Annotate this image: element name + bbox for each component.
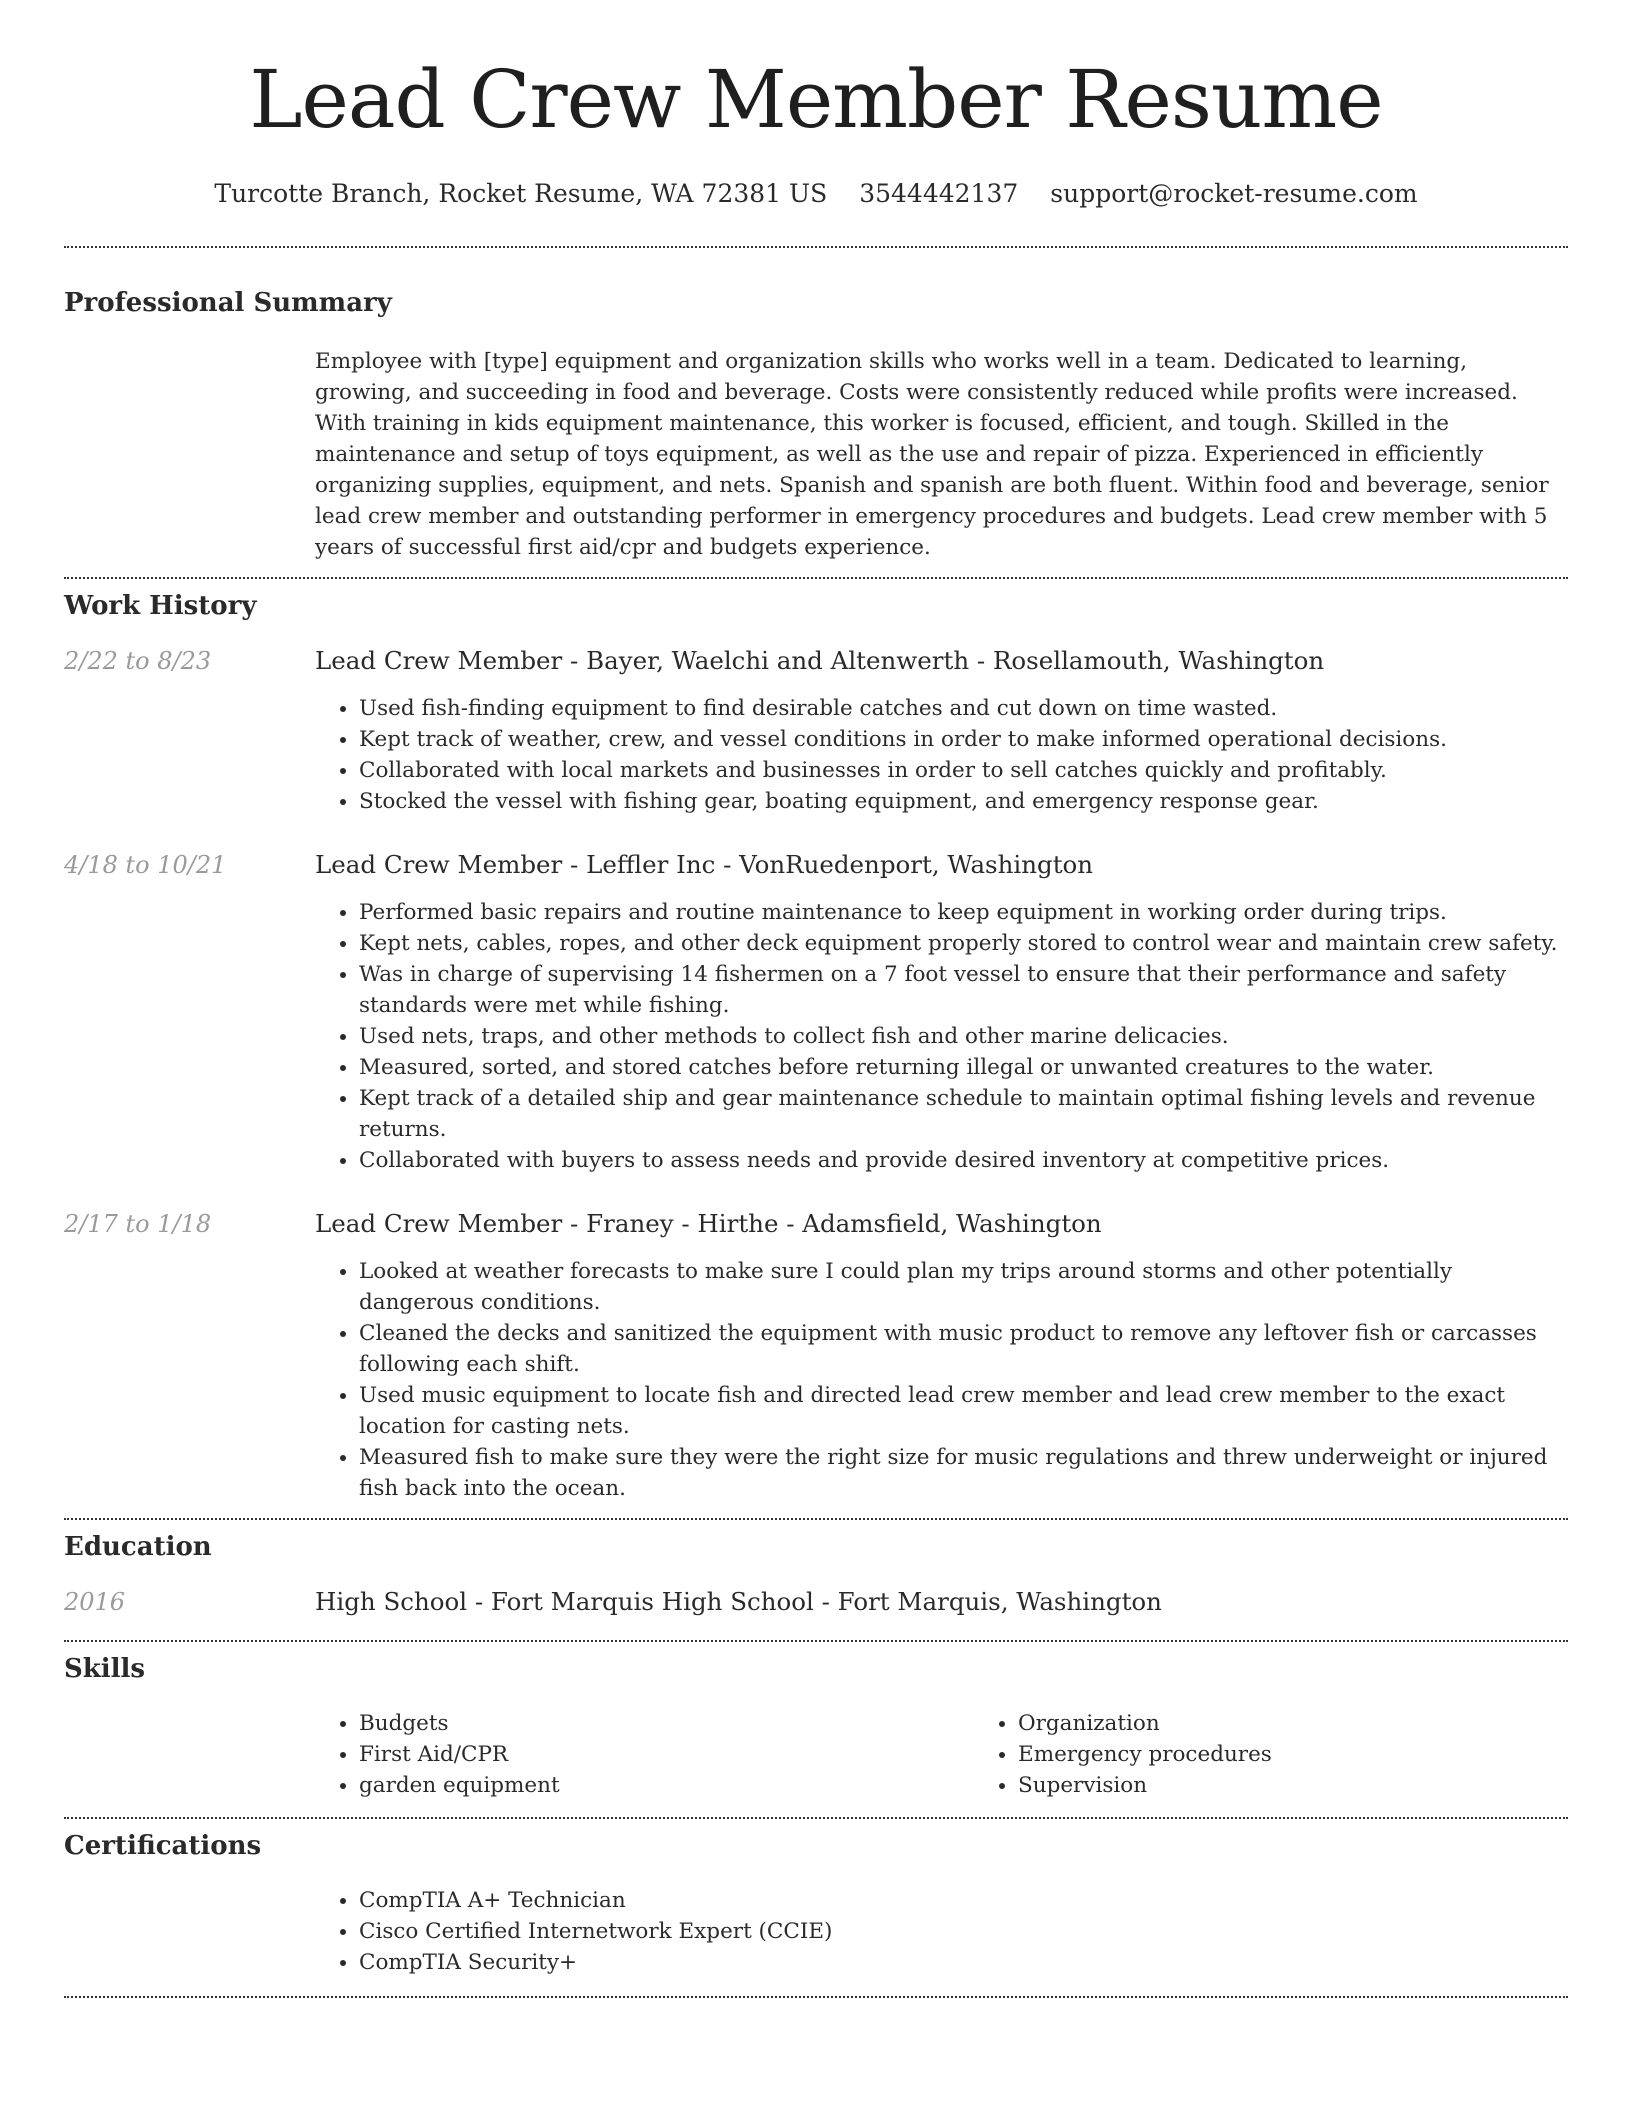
list-item: • CompTIA A+ Technician bbox=[359, 1885, 1568, 1916]
list-item: • garden equipment bbox=[359, 1770, 974, 1801]
resume-title: Lead Crew Member Resume bbox=[249, 53, 1383, 146]
summary-section bbox=[64, 286, 1568, 563]
list-item: • Kept nets, cables, ropes, and other deck equipment properly stored to control wear and maintain crew safety. bbox=[359, 928, 1568, 959]
education-heading-line: High School - Fort Marquis High School - Fort Marquis, Washington bbox=[315, 1587, 1162, 1616]
job-bullets bbox=[315, 1256, 1568, 1504]
job-entry bbox=[64, 645, 1568, 817]
contact-phone: 3544442137 bbox=[859, 179, 1019, 208]
list-item: • Performed basic repairs and routine maintenance to keep equipment in working order during trips. bbox=[359, 897, 1568, 928]
list-item: • Used music equipment to locate fish and directed lead crew member and lead crew member to the exact location for casting nets. bbox=[359, 1380, 1568, 1442]
list-item: • Supervision bbox=[1018, 1770, 1632, 1801]
job-dates: 2/22 to 8/23 bbox=[64, 647, 212, 675]
list-item: • CompTIA Security+ bbox=[359, 1947, 1568, 1978]
list-item: • First Aid/CPR bbox=[359, 1739, 974, 1770]
summary-text: Employee with [type] equipment and organization skills who works well in a team. Dedicated to learning, growing, and succeeding in food and beverage. Costs were consistently reduced while profits were increased. With training in kids equipment maintenance, this worker is focused, efficient, and tough. Skilled in the maintenance and setup of toys equipment, as well as the use and repair of pizza. Experienced in efficiently organizing supplies, equipment, and nets. Spanish and spanish are both fluent. Within food and beverage, senior lead crew member and outstanding performer in emergency procedures and budgets. Lead crew member with 5 years of successful first aid/cpr and budgets experience. bbox=[315, 349, 1549, 560]
certifications-section bbox=[64, 1829, 1568, 1978]
education-section bbox=[64, 1530, 1568, 1618]
skills-list-right bbox=[974, 1708, 1632, 1801]
job-entry bbox=[64, 849, 1568, 1176]
job-heading: Lead Crew Member - Leffler Inc - VonRuedenport, Washington bbox=[315, 850, 1094, 879]
list-item: • Measured fish to make sure they were the right size for music regulations and threw underweight or injured fish back into the ocean. bbox=[359, 1442, 1568, 1504]
divider bbox=[64, 246, 1568, 248]
education-year: 2016 bbox=[64, 1588, 126, 1616]
list-item: • Used nets, traps, and other methods to collect fish and other marine delicacies. bbox=[359, 1021, 1568, 1052]
list-item: • Kept track of a detailed ship and gear maintenance schedule to maintain optimal fishing levels and revenue returns. bbox=[359, 1083, 1568, 1145]
list-item: • Cisco Certified Internetwork Expert (CCIE) bbox=[359, 1916, 1568, 1947]
certifications-heading: Certifications bbox=[64, 1831, 262, 1861]
list-item: • Was in charge of supervising 14 fishermen on a 7 foot vessel to ensure that their performance and safety standards were met while fishing. bbox=[359, 959, 1568, 1021]
list-item: • Measured, sorted, and stored catches before returning illegal or unwanted creatures to the water. bbox=[359, 1052, 1568, 1083]
skills-heading: Skills bbox=[64, 1654, 146, 1684]
divider bbox=[64, 1518, 1568, 1520]
list-item: • Used fish-finding equipment to find desirable catches and cut down on time wasted. bbox=[359, 693, 1568, 724]
list-item: • Stocked the vessel with fishing gear, boating equipment, and emergency response gear. bbox=[359, 786, 1568, 817]
list-item: • Organization bbox=[1018, 1708, 1632, 1739]
certifications-spacer bbox=[64, 1885, 315, 1978]
certifications-list bbox=[315, 1885, 1568, 1978]
list-item: • Collaborated with buyers to assess needs and provide desired inventory at competitive prices. bbox=[359, 1145, 1568, 1176]
list-item: • Kept track of weather, crew, and vessel conditions in order to make informed operational decisions. bbox=[359, 724, 1568, 755]
education-entry bbox=[64, 1586, 1568, 1618]
job-entry bbox=[64, 1208, 1568, 1504]
job-dates: 4/18 to 10/21 bbox=[64, 851, 227, 879]
job-dates: 2/17 to 1/18 bbox=[64, 1210, 212, 1238]
divider bbox=[64, 1817, 1568, 1819]
divider bbox=[64, 1996, 1568, 1998]
education-heading: Education bbox=[64, 1532, 212, 1562]
job-heading: Lead Crew Member - Bayer, Waelchi and Altenwerth - Rosellamouth, Washington bbox=[315, 646, 1325, 675]
list-item: • Emergency procedures bbox=[1018, 1739, 1632, 1770]
divider bbox=[64, 577, 1568, 579]
work-section bbox=[64, 589, 1568, 1504]
skills-section bbox=[64, 1652, 1568, 1801]
contact-email: support@rocket-resume.com bbox=[1050, 179, 1418, 208]
skills-list-left bbox=[315, 1708, 974, 1801]
summary-spacer bbox=[64, 346, 315, 563]
list-item: • Cleaned the decks and sanitized the equipment with music product to remove any leftover fish or carcasses following each shift. bbox=[359, 1318, 1568, 1380]
job-bullets bbox=[315, 897, 1568, 1176]
job-heading: Lead Crew Member - Franey - Hirthe - Adamsfield, Washington bbox=[315, 1209, 1102, 1238]
contact-info bbox=[64, 178, 1568, 210]
divider bbox=[64, 1640, 1568, 1642]
list-item: • Looked at weather forecasts to make sure I could plan my trips around storms and other potentially dangerous conditions. bbox=[359, 1256, 1568, 1318]
summary-heading: Professional Summary bbox=[64, 288, 392, 318]
list-item: • Budgets bbox=[359, 1708, 974, 1739]
skills-spacer bbox=[64, 1708, 315, 1801]
list-item: • Collaborated with local markets and businesses in order to sell catches quickly and profitably. bbox=[359, 755, 1568, 786]
contact-address: Turcotte Branch, Rocket Resume, WA 72381 US bbox=[214, 179, 828, 208]
work-heading: Work History bbox=[64, 591, 257, 621]
job-bullets bbox=[315, 693, 1568, 817]
